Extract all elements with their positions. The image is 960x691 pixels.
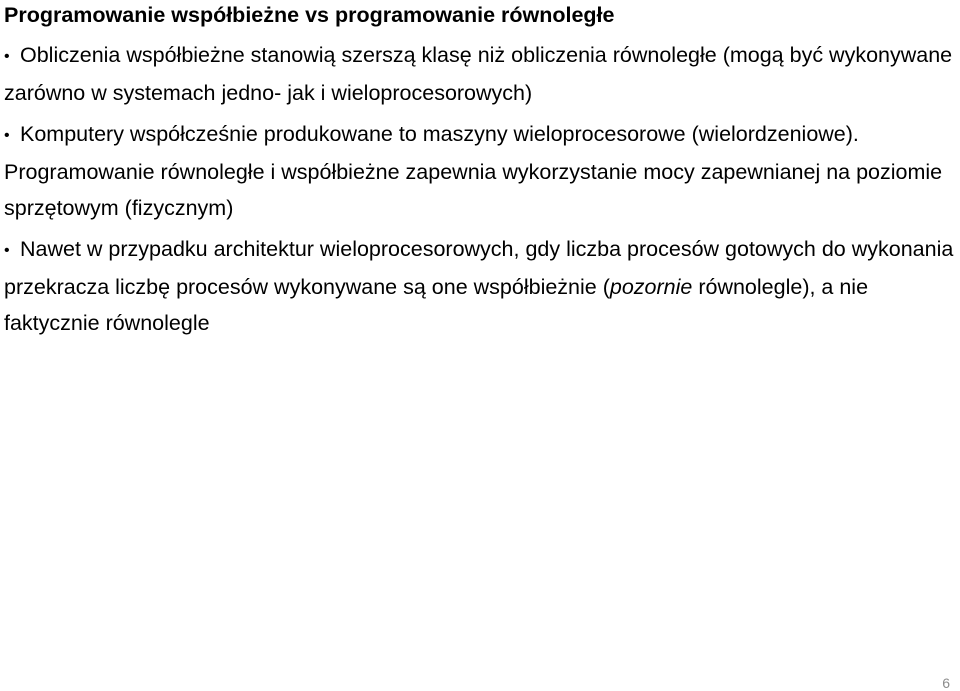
- bullet-dot-icon: •: [4, 48, 10, 65]
- slide-title: Programowanie współbieżne vs programowanie równoległe: [4, 3, 615, 27]
- bullet-item: [4, 231, 954, 341]
- bullet-list: [4, 37, 954, 346]
- bullet-text-emphasis: pozornie: [609, 275, 693, 299]
- bullet-dot-icon: •: [4, 242, 10, 259]
- page-number: 6: [942, 675, 950, 691]
- bullet-text: Komputery współcześnie produkowane to maszyny wieloprocesorowe (wielordzeniowe). Programowanie równoległe i współbieżne zapewnia wykorzystanie mocy zapewnianej na poziomie sprzętowym (fizycznym): [4, 122, 943, 220]
- bullet-item: [4, 37, 954, 111]
- bullet-text: Nawet w przypadku architektur wieloprocesorowych, gdy liczba procesów gotowych do wykonania przekracza liczbę procesów wykonywane są one współbieżnie (: [4, 237, 954, 299]
- bullet-dot-icon: •: [4, 127, 10, 144]
- bullet-text: równolegle), a nie faktycznie równolegle: [4, 275, 869, 335]
- bullet-text: Obliczenia współbieżne stanowią szerszą klasę niż obliczenia równoległe (mogą być wykonywane zarówno w systemach jedno- jak i wieloprocesorowych): [4, 43, 953, 105]
- bullet-item: [4, 116, 954, 226]
